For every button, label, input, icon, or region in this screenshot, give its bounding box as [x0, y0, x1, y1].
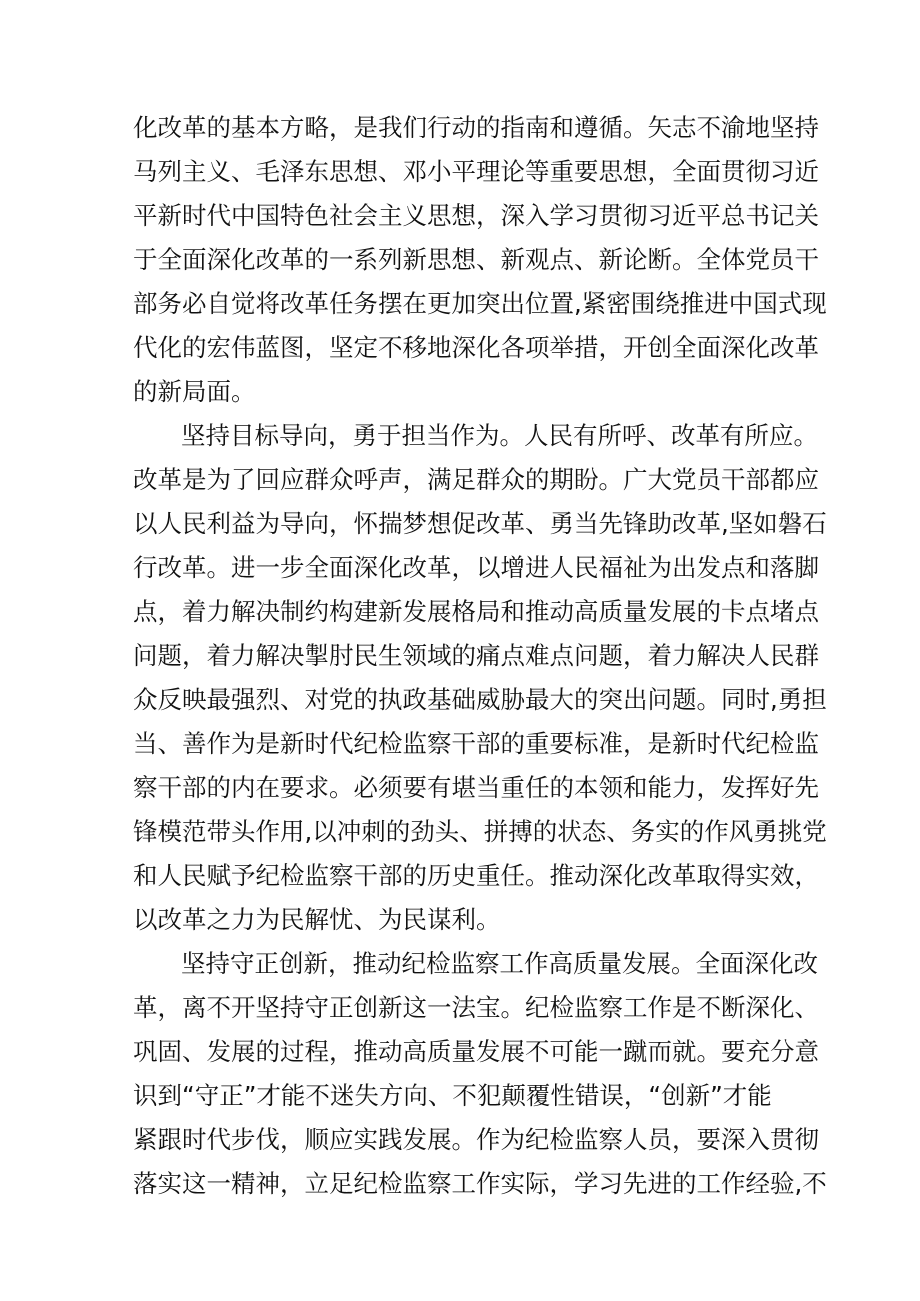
paragraph-1-line: 化改革的基本方略，是我们行动的指南和遵循。矢志不渝地坚持 — [133, 113, 819, 142]
paragraph-2-line: 当、善作为是新时代纪检监察干部的重要标准，是新时代纪检监 — [133, 729, 819, 758]
paragraph-1-line: 马列主义、毛泽东思想、邓小平理论等重要思想，全面贯彻习近 — [133, 157, 819, 186]
paragraph-2-line: 改革是为了回应群众呼声，满足群众的期盼。广大党员干部都应 — [133, 465, 819, 494]
paragraph-2-line: 锋模范带头作用,以冲刺的劲头、拼搏的状态、务实的作风勇挑党 — [133, 817, 827, 846]
paragraph-1-line: 平新时代中国特色社会主义思想，深入学习贯彻习近平总书记关 — [133, 201, 819, 230]
paragraph-1-line: 代化的宏伟蓝图，坚定不移地深化各项举措，开创全面深化改革 — [133, 333, 819, 362]
paragraph-3-line: 坚持守正创新，推动纪检监察工作高质量发展。全面深化改 — [181, 949, 818, 978]
paragraph-1-line: 部务必自觉将改革任务摆在更加突出位置,紧密围绕推进中国式现 — [133, 289, 827, 318]
paragraph-2-line: 以改革之力为民解忧、为民谋利。 — [133, 905, 501, 934]
paragraph-2-line: 众反映最强烈、对党的执政基础威胁最大的突出问题。同时,勇担 — [133, 685, 827, 714]
paragraph-3-line: 落实这一精神，立足纪检监察工作实际，学习先进的工作经验,不 — [133, 1169, 827, 1198]
paragraph-2-line: 坚持目标导向，勇于担当作为。人民有所呼、改革有所应。 — [181, 421, 818, 450]
paragraph-3-line: 巩固、发展的过程，推动高质量发展不可能一蹴而就。要充分意 — [133, 1037, 819, 1066]
paragraph-3-line: 识到“守正”才能不迷失方向、不犯颠覆性错误，“创新”才能 — [133, 1081, 772, 1110]
paragraph-1-line: 于全面深化改革的一系列新思想、新观点、新论断。全体党员干 — [133, 245, 819, 274]
paragraph-2-line: 察干部的内在要求。必须要有堪当重任的本领和能力，发挥好先 — [133, 773, 819, 802]
paragraph-3-line: 紧跟时代步伐，顺应实践发展。作为纪检监察人员，要深入贯彻 — [133, 1125, 819, 1154]
paragraph-2-line: 以人民利益为导向，怀揣梦想促改革、勇当先锋助改革,坚如磐石 — [133, 509, 827, 538]
paragraph-1-line: 的新局面。 — [133, 377, 256, 406]
paragraph-2-line: 和人民赋予纪检监察干部的历史重任。推动深化改革取得实效， — [133, 861, 819, 890]
paragraph-2-line: 点，着力解决制约构建新发展格局和推动高质量发展的卡点堵点 — [133, 597, 819, 626]
paragraph-3-line: 革，离不开坚持守正创新这一法宝。纪检监察工作是不断深化、 — [133, 993, 819, 1022]
paragraph-2-line: 问题，着力解决掣肘民生领域的痛点难点问题，着力解决人民群 — [133, 641, 819, 670]
paragraph-2-line: 行改革。进一步全面深化改革，以增进人民福祉为出发点和落脚 — [133, 553, 819, 582]
